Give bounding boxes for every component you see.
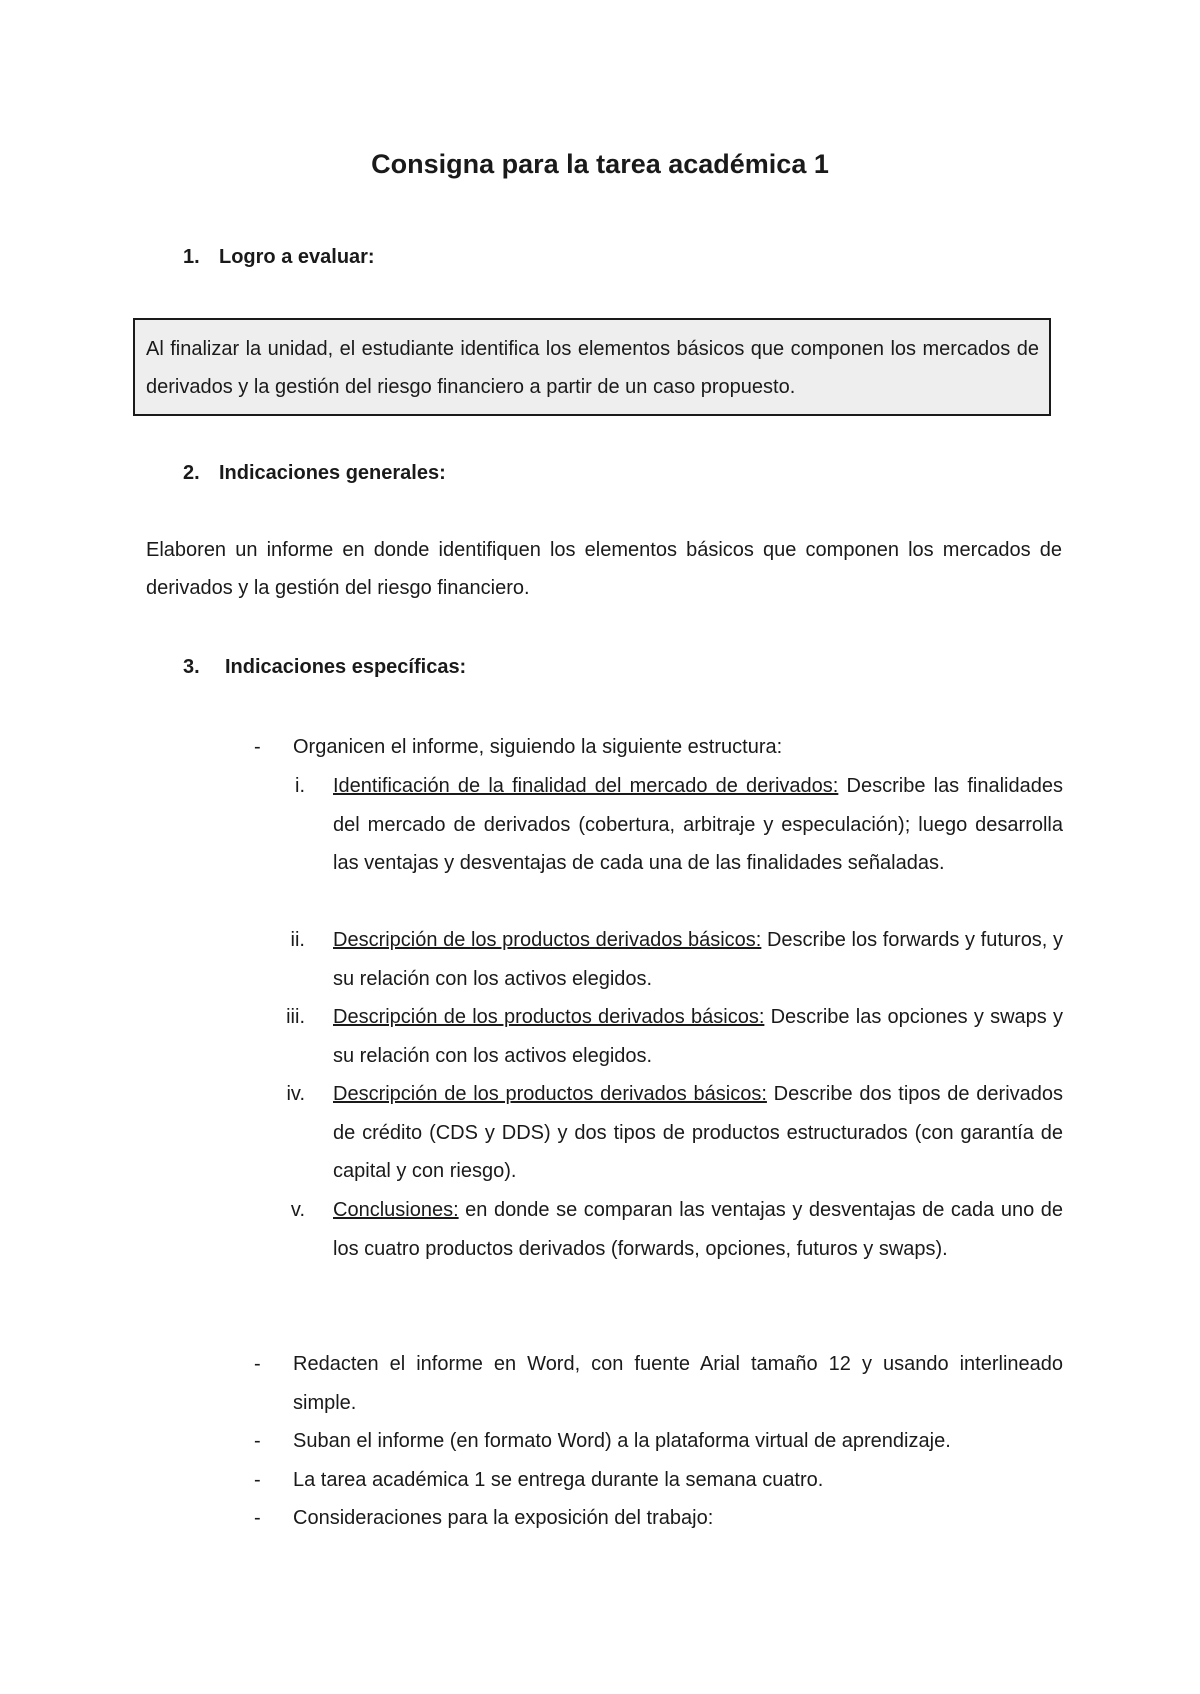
- structure-item-title: Conclusiones:: [333, 1199, 459, 1221]
- structure-marker: iv.: [286, 1083, 305, 1105]
- structure-item-text: Describe dos tipos de derivados de crédito (CDS y DDS) y dos tipos de productos estructurados (con garantía de capital y con riesgo).: [333, 1083, 1063, 1182]
- structure-marker: iii.: [286, 1006, 305, 1028]
- structure-item-text: Describe las finalidades del mercado de derivados (cobertura, arbitraje y especulación); luego desarrolla las ventajas y desventajas de cada una de las finalidades señaladas.: [333, 775, 1063, 874]
- structure-item: [333, 998, 1063, 1075]
- structure-marker: ii.: [290, 929, 305, 951]
- structure-item-text: Describe las opciones y swaps y su relación con los activos elegidos.: [333, 1006, 1063, 1067]
- bullet-dash: -: [254, 1353, 261, 1375]
- document-title: Consigna para la tarea académica 1: [371, 149, 829, 179]
- section-3-number: 3.: [183, 656, 200, 678]
- structure-item-title: Descripción de los productos derivados básicos:: [333, 929, 762, 951]
- structure-item: [333, 921, 1063, 998]
- general-instructions-paragraph: Elaboren un informe en donde identifiquen los elementos básicos que componen los mercados de derivados y la gestión del riesgo financiero.: [146, 539, 1062, 599]
- bullet-dash: -: [254, 736, 261, 758]
- section-2-number: 2.: [183, 462, 200, 484]
- structure-marker: i.: [295, 775, 305, 797]
- bullet-dash: -: [254, 1430, 261, 1452]
- bullet-item: Redacten el informe en Word, con fuente Arial tamaño 12 y usando interlineado simple.: [293, 1353, 1063, 1414]
- structure-marker: v.: [290, 1199, 305, 1221]
- bullet-dash: -: [254, 1469, 261, 1491]
- section-1-title: Logro a evaluar:: [219, 246, 375, 268]
- structure-item: [333, 767, 1063, 883]
- bullet-item: Consideraciones para la exposición del trabajo:: [293, 1507, 714, 1529]
- structure-item-title: Descripción de los productos derivados básicos:: [333, 1006, 765, 1028]
- structure-item-text: Describe los forwards y futuros, y su relación con los activos elegidos.: [333, 929, 1063, 990]
- section-2-title: Indicaciones generales:: [219, 462, 446, 484]
- structure-item-text: en donde se comparan las ventajas y desventajas de cada uno de los cuatro productos derivados (forwards, opciones, futuros y swaps).: [333, 1199, 1063, 1260]
- structure-item-title: Identificación de la finalidad del mercado de derivados:: [333, 775, 839, 797]
- structure-item-title: Descripción de los productos derivados básicos:: [333, 1083, 767, 1105]
- bullet-dash: -: [254, 1507, 261, 1529]
- structure-item: [333, 1191, 1063, 1268]
- section-3-title: Indicaciones específicas:: [225, 656, 467, 678]
- section-1-number: 1.: [183, 246, 200, 268]
- learning-outcome-box: Al finalizar la unidad, el estudiante identifica los elementos básicos que componen los mercados de derivados y la gestión del riesgo financiero a partir de un caso propuesto.: [133, 318, 1051, 416]
- bullet-item: La tarea académica 1 se entrega durante la semana cuatro.: [293, 1469, 824, 1491]
- bullet-item: Suban el informe (en formato Word) a la plataforma virtual de aprendizaje.: [293, 1430, 951, 1452]
- intro-bullet: Organicen el informe, siguiendo la siguiente estructura:: [293, 736, 783, 758]
- structure-item: [333, 1075, 1063, 1191]
